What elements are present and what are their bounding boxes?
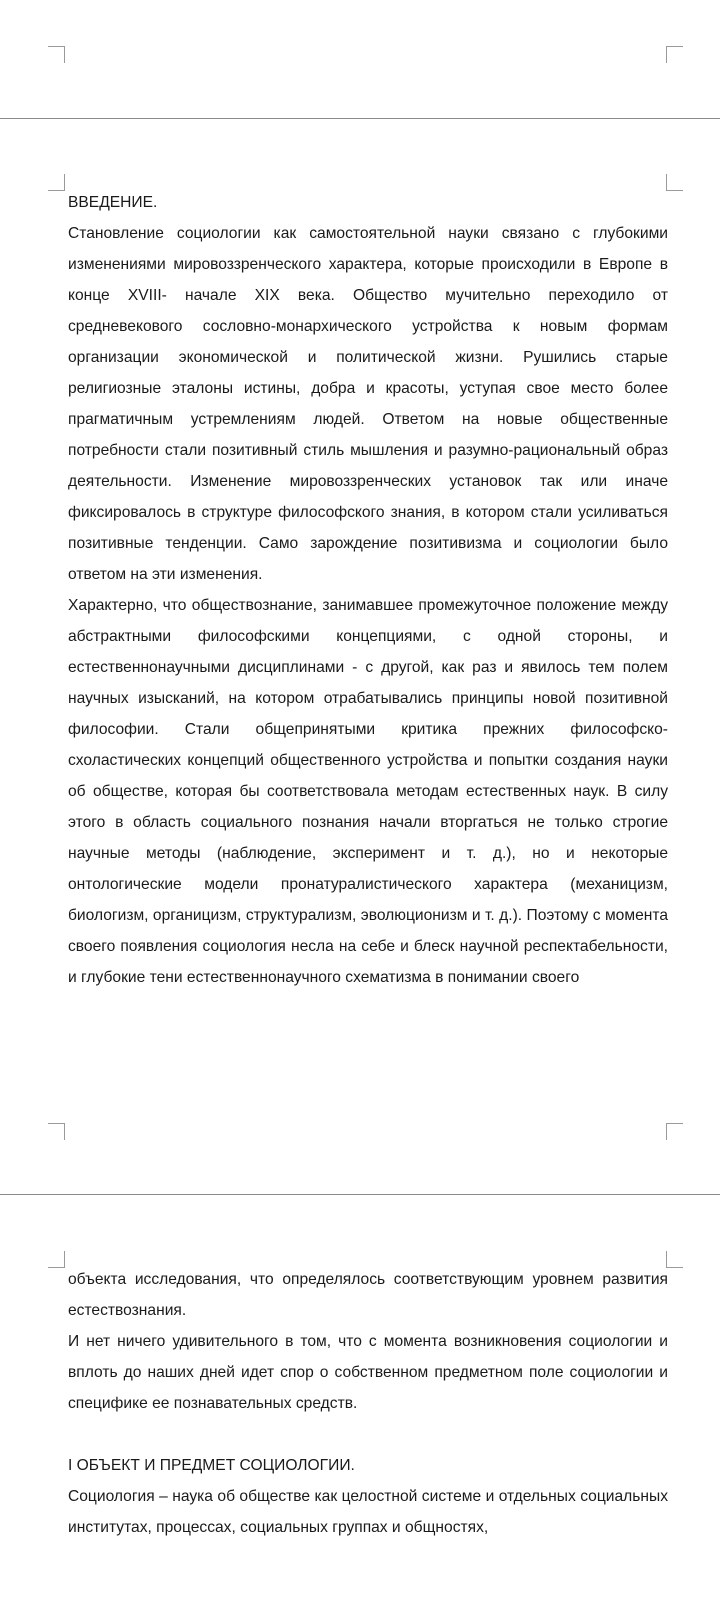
page-corner-mark [48,1123,65,1140]
page-corner-mark [666,174,683,191]
page-divider [0,1194,720,1195]
page-corner-mark [666,1123,683,1140]
body-paragraph: Характерно, что обществознание, занимавшее промежуточное положение между абстрактными философскими концепциями, с одной стороны, и естественнонаучными дисциплинами - с другой, как раз и явилось тем полем научных изысканий, на котором отрабатывались принципы новой позитивной философии. Стали общепринятыми критика прежних философско-схоластических концепций общественного устройства и попытки создания науки об обществе, которая бы соответствовала методам естественных наук. В силу этого в область социального познания начали вторгаться не только строгие научные методы (наблюдение, эксперимент и т. д.), но и некоторые онтологические модели пронатуралистического характера (механицизм, биологизм, органицизм, структурализм, эволюционизм и т. д.). Поэтому с момента своего появления социология несла на себе и блеск научной респектабельности, и глубокие тени естественнонаучного схематизма в понимании своего [68,597,668,986]
page-divider [0,118,720,119]
body-paragraph: объекта исследования, что определялось соответствующим уровнем развития естествознания. [68,1271,668,1319]
body-paragraph: Становление социологии как самостоятельной науки связано с глубокими изменениями мировоззренческого характера, которые происходили в Европе в конце XVIII- начале XIX века. Общество мучительно переходило от средневекового сословно-монархического устройства к новым формам организации экономической и политической жизни. Рушились старые религиозные эталоны истины, добра и красоты, уступая свое место более прагматичным устремлениям людей. Ответом на новые общественные потребности стали позитивный стиль мышления и разумно-рациональный образ деятельности. Изменение мировоззренческих установок так или иначе фиксировалось в структуре философского знания, в котором стали усиливаться позитивные тенденции. Само зарождение позитивизма и социологии было ответом на эти изменения. [68,225,668,583]
page-2-content[interactable] [68,1264,668,1543]
body-paragraph: И нет ничего удивительного в том, что с момента возникновения социологии и вплоть до наших дней идет спор о собственном предметном поле социологии и специфике ее познавательных средств. [68,1333,668,1412]
page-1-content[interactable] [68,187,668,993]
section-heading-introduction: ВВЕДЕНИЕ. [68,194,158,211]
page-corner-mark [48,46,65,63]
page-corner-mark [666,1251,683,1268]
page-corner-mark [666,46,683,63]
page-corner-mark [48,174,65,191]
body-paragraph: Социология – наука об обществе как целостной системе и отдельных социальных институтах, процессах, социальных группах и общностях, [68,1488,668,1536]
section-heading-object-subject: I ОБЪЕКТ И ПРЕДМЕТ СОЦИОЛОГИИ. [68,1457,355,1474]
page-corner-mark [48,1251,65,1268]
